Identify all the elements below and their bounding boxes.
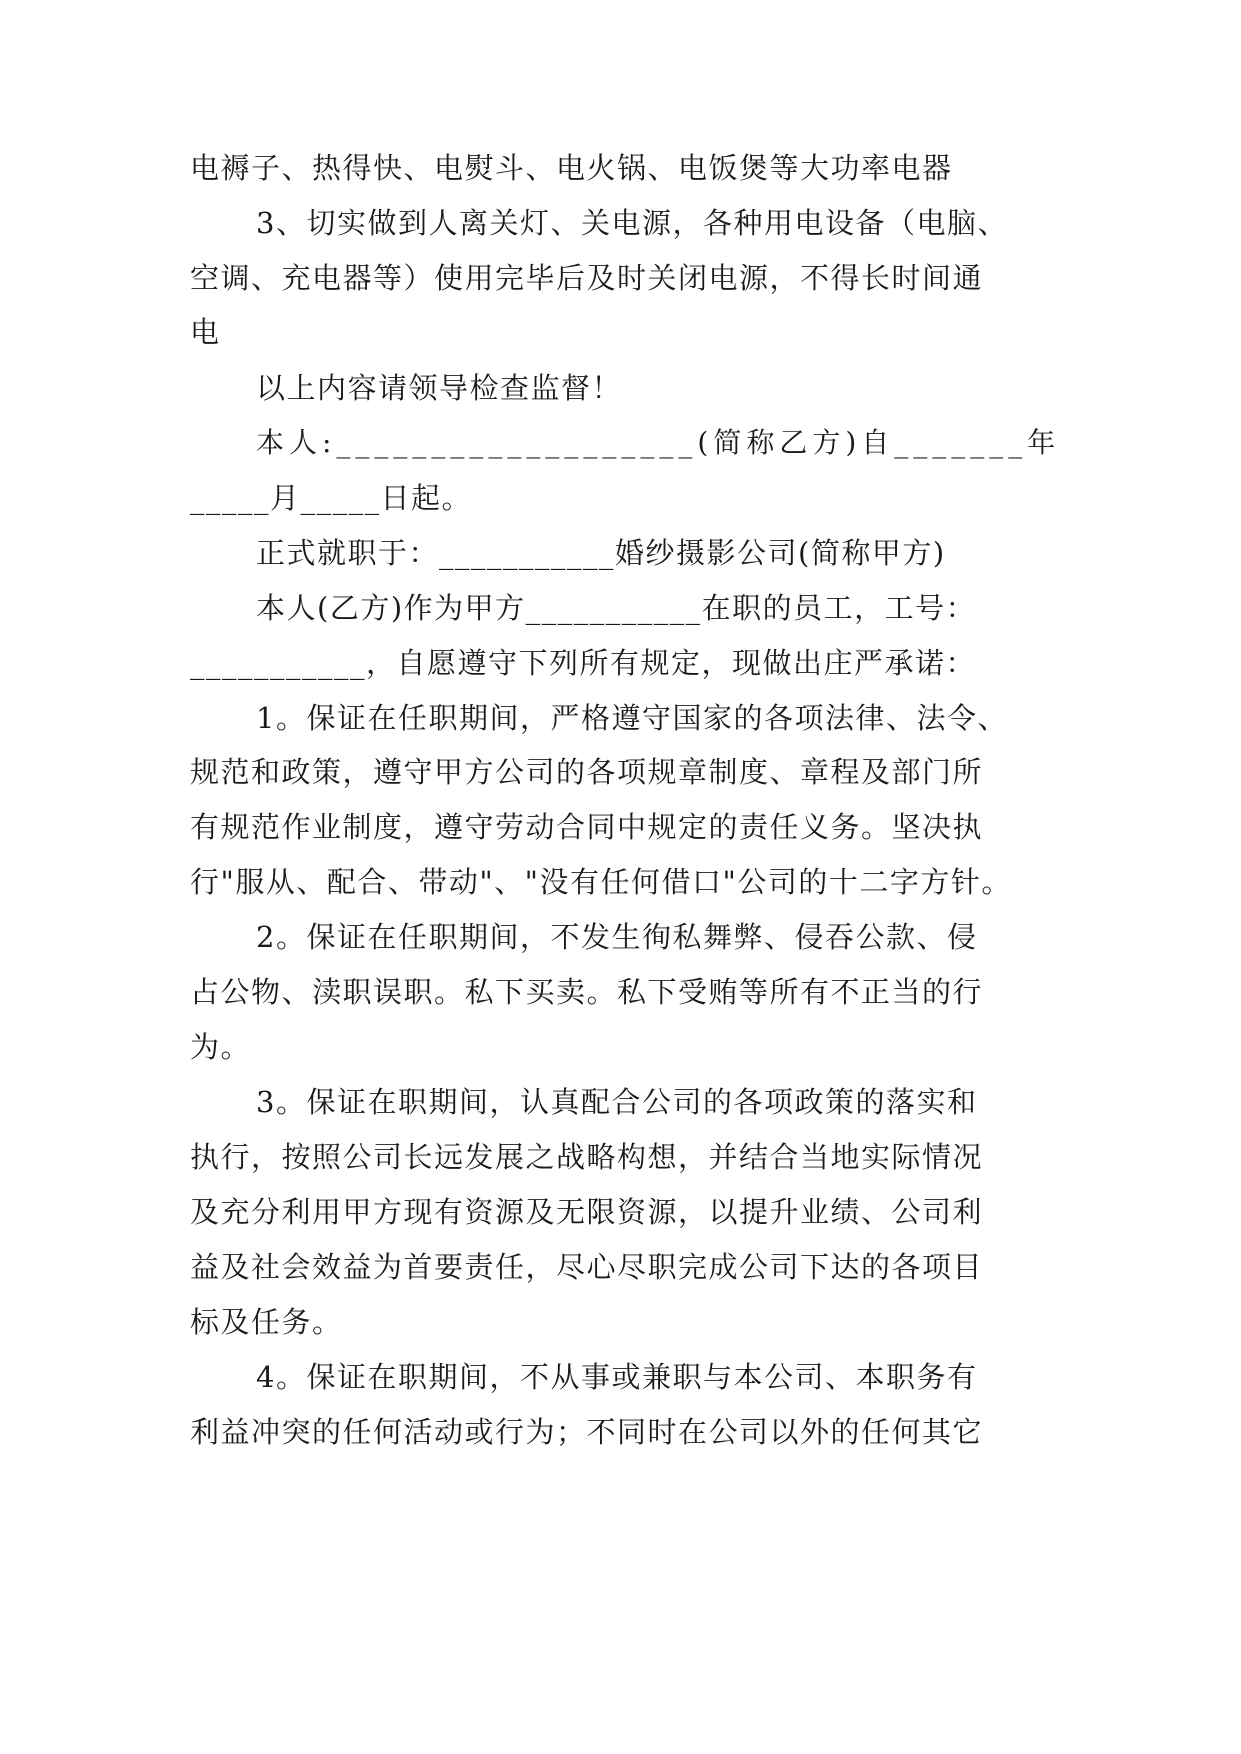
text-line: 有规范作业制度，遵守劳动合同中规定的责任义务。坚决执 xyxy=(190,810,984,844)
text-line: 以上内容请领导检查监督！ xyxy=(256,371,623,405)
text-line: 正式就职于：___________婚纱摄影公司(简称甲方) xyxy=(256,536,946,570)
text-line: 标及任务。 xyxy=(190,1305,343,1339)
text-line: 3、切实做到人离关灯、关电源，各种用电设备（电脑、 xyxy=(256,206,1008,240)
text-line: 电褥子、热得快、电熨斗、电火锅、电饭煲等大功率电器 xyxy=(190,151,953,185)
text-line: 本人(乙方)作为甲方___________在职的员工，工号： xyxy=(256,591,977,625)
text-line: 2。保证在任职期间，不发生徇私舞弊、侵吞公款、侵 xyxy=(256,920,978,954)
text-line: ___________，自愿遵守下列所有规定，现做出庄严承诺： xyxy=(190,646,977,680)
text-line: 空调、充电器等）使用完毕后及时关闭电源，不得长时间通 xyxy=(190,261,984,295)
text-line: 3。保证在职期间，认真配合公司的各项政策的落实和 xyxy=(256,1085,978,1119)
text-line: 本人:___________________(简称乙方)自_______年 xyxy=(256,426,1061,459)
text-line: 规范和政策，遵守甲方公司的各项规章制度、章程及部门所 xyxy=(190,755,984,789)
text-line: 及充分利用甲方现有资源及无限资源，以提升业绩、公司利 xyxy=(190,1195,984,1229)
text-line: 1。保证在任职期间，严格遵守国家的各项法律、法令、 xyxy=(256,701,1008,735)
text-line: 行"服从、配合、带动"、"没有任何借口"公司的十二字方针。 xyxy=(190,865,1012,899)
text-line: 执行，按照公司长远发展之战略构想，并结合当地实际情况 xyxy=(190,1140,984,1174)
text-line: _____月_____日起。 xyxy=(190,481,473,515)
text-line: 益及社会效益为首要责任，尽心尽职完成公司下达的各项目 xyxy=(190,1250,984,1284)
text-line: 利益冲突的任何活动或行为；不同时在公司以外的任何其它 xyxy=(190,1415,984,1449)
text-line: 占公物、渎职误职。私下买卖。私下受贿等所有不正当的行 xyxy=(190,975,984,1009)
text-line: 电 xyxy=(190,315,221,349)
text-line: 为。 xyxy=(190,1030,252,1064)
text-line: 4。保证在职期间，不从事或兼职与本公司、本职务有 xyxy=(256,1360,978,1394)
